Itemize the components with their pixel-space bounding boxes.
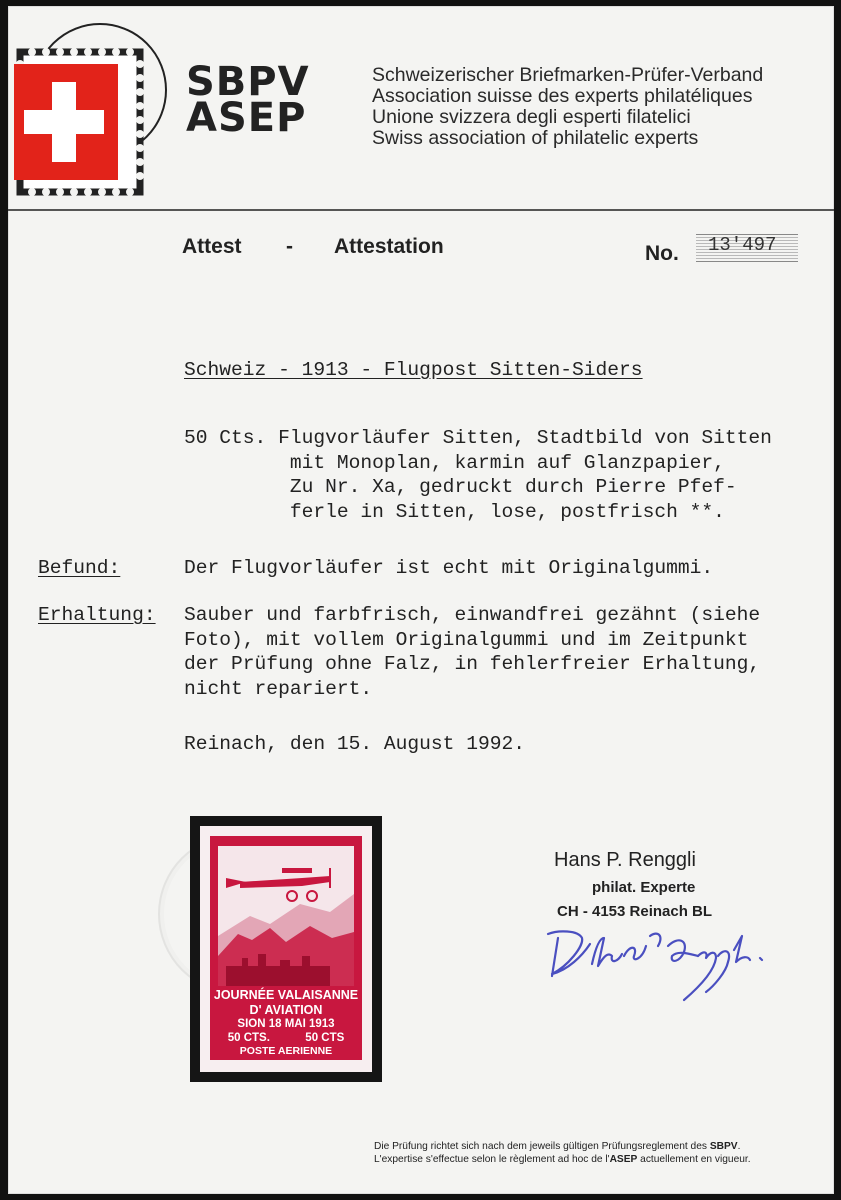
sbpv-logo-icon — [8, 12, 178, 202]
stamp-text-line: D' AVIATION — [249, 1003, 323, 1017]
stamp-inscription — [210, 988, 362, 1058]
expert-address: CH - 4153 Reinach BL — [557, 903, 713, 920]
number-label: No. — [645, 242, 679, 265]
association-name-de: Schweizerischer Briefmarken-Prüfer-Verband — [372, 64, 764, 86]
expert-name: Hans P. Renggli — [554, 849, 696, 871]
erhaltung-line: nicht repariert. — [184, 677, 373, 700]
attestation-label: Attestation — [334, 235, 444, 258]
description-line: 50 Cts. Flugvorläufer Sitten, Stadtbild von Sitten — [184, 427, 772, 449]
brand-asep: ASEP — [186, 95, 307, 141]
attest-label: Attest — [182, 235, 242, 258]
attest-dash: - — [286, 235, 293, 258]
brand-sbpv: SBPV — [186, 59, 310, 105]
footer-line-de — [374, 1141, 751, 1154]
stamp-value-row — [210, 1031, 362, 1045]
certificate-number: 13'497 — [708, 234, 777, 256]
footer-text: actuellement en vigueur. — [637, 1153, 751, 1165]
footer-line-fr — [374, 1154, 751, 1167]
brand-logotype — [186, 59, 310, 141]
stamp-text-line: POSTE AERIENNE — [239, 1045, 333, 1057]
expert-role: philat. Experte — [592, 879, 696, 896]
footer-text: . — [737, 1141, 741, 1152]
association-name-it: Unione svizzera degli esperti filatelici — [372, 106, 691, 128]
footer-note — [374, 1141, 751, 1166]
handwritten-signature — [538, 916, 798, 1006]
association-name-en: Swiss association of philatelic experts — [372, 127, 699, 149]
footer-org: SBPV — [709, 1141, 738, 1152]
erhaltung-label: Erhaltung: — [38, 604, 156, 626]
description-block — [184, 426, 772, 524]
stamp-photo — [190, 816, 382, 1082]
association-name-fr: Association suisse des experts philatéliques — [372, 85, 753, 107]
certificate-sheet — [8, 6, 834, 1194]
erhaltung-block — [184, 603, 760, 701]
footer-text: Die Prüfung richtet sich nach dem jeweils gültigen Prüfungsreglement des — [374, 1141, 710, 1152]
footer-text: L'expertise s'effectue selon le règlement ad hoc de l' — [374, 1153, 610, 1165]
description-line: Zu Nr. Xa, gedruckt durch Pierre Pfef- — [184, 476, 737, 498]
befund-label: Befund: — [38, 557, 121, 579]
befund-text: Der Flugvorläufer ist echt mit Originalgummi. — [184, 557, 714, 579]
erhaltung-line: Foto), mit vollem Originalgummi und im Zeitpunkt — [184, 628, 749, 651]
erhaltung-line: der Prüfung ohne Falz, in fehlerfreier Erhaltung, — [184, 653, 761, 675]
subject-line: Schweiz - 1913 - Flugpost Sitten-Siders — [184, 359, 643, 381]
stamp-value-left: 50 CTS. — [227, 1032, 270, 1044]
header-divider — [8, 209, 834, 211]
stamp-text-line: SION 18 MAI 1913 — [237, 1018, 335, 1030]
description-line: mit Monoplan, karmin auf Glanzpapier, — [184, 451, 725, 474]
erhaltung-line: Sauber und farbfrisch, einwandfrei gezähnt (siehe — [184, 604, 761, 626]
description-line: ferle in Sitten, lose, postfrisch **. — [184, 500, 725, 523]
stamp-value-right: 50 CTS — [305, 1032, 345, 1044]
footer-org: ASEP — [609, 1153, 638, 1165]
association-names — [372, 65, 763, 149]
place-date: Reinach, den 15. August 1992. — [184, 733, 525, 755]
stamp-text-line: JOURNÉE VALAISANNE — [213, 988, 359, 1002]
